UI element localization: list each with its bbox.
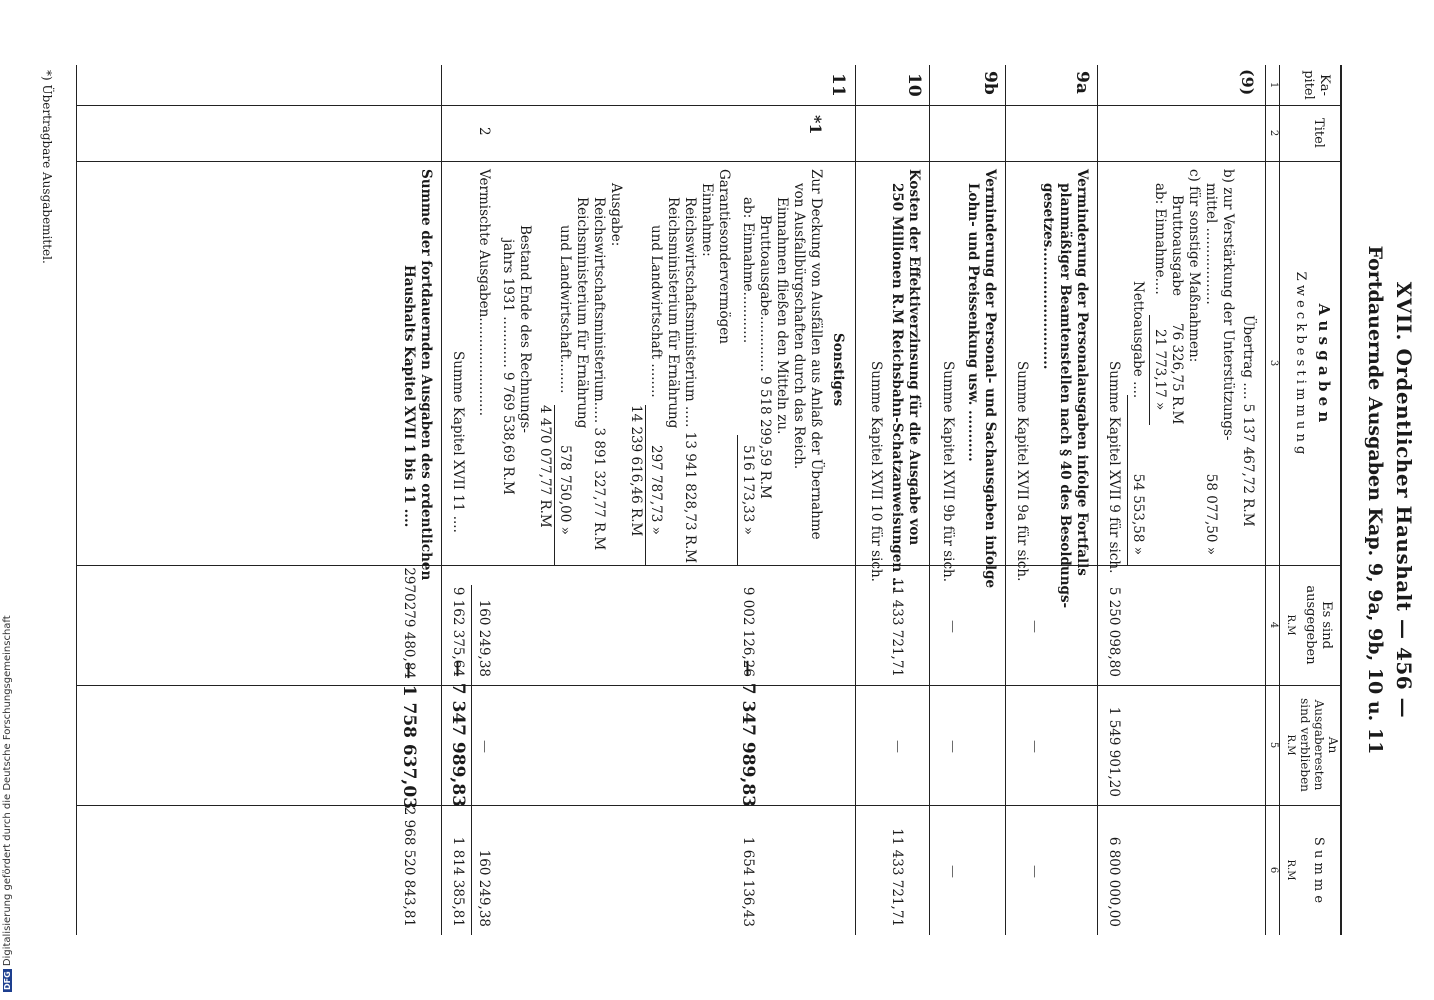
gar-rme-aus-2: und Landwirtschaft........ bbox=[557, 225, 573, 394]
kapitel-11: 11 bbox=[828, 73, 848, 97]
page-header-title: XVII. Ordentlicher Haushalt — 456 — bbox=[1392, 281, 1416, 719]
dash-t2-col5: — bbox=[477, 740, 492, 753]
underline-t1 bbox=[737, 435, 738, 565]
kapitel-9a: 9a bbox=[1072, 71, 1092, 94]
value-total-ausgegeben: 2970279 480,84 bbox=[401, 567, 417, 679]
kapitel-9b: 9b bbox=[980, 71, 1000, 95]
underline-9b bbox=[1127, 395, 1128, 565]
t1-brutto: Bruttoausgabe............. 9 518 299,59 R.M bbox=[757, 215, 773, 499]
heading-sonstiges: Sonstiges bbox=[830, 333, 846, 407]
item-b-label2: mittel .................. bbox=[1203, 183, 1219, 305]
text-9a-line3: gesetzes.......................... bbox=[1040, 183, 1056, 370]
colnum-4: 4 bbox=[1268, 621, 1279, 629]
unit-col4: R.M bbox=[1285, 614, 1296, 636]
digitization-notice: Digitalisierung gefördert durch die Deutsche Forschungsgemeinschaft bbox=[2, 615, 13, 967]
titel-1: *1 bbox=[806, 115, 825, 135]
item-c-label: c) für sonstige Maßnahmen: bbox=[1186, 169, 1202, 363]
gar-rwm-ein: Reichswirtschaftsministerium ..... 13 941 828,73 R.M bbox=[682, 197, 698, 564]
rule-after-11 bbox=[441, 65, 442, 935]
rule-after-9b bbox=[929, 65, 930, 935]
kapitel-10: 10 bbox=[904, 73, 924, 97]
text-9b-line2: Lohn- und Preissenkung usw. ........... bbox=[965, 183, 981, 462]
value-9-reste: 1 549 901,20 bbox=[1106, 706, 1122, 797]
gar-title: Garantiesondervermögen bbox=[716, 169, 732, 344]
value-t2-ausgegeben: 160 249,38 bbox=[476, 599, 492, 677]
colnum-6: 6 bbox=[1268, 866, 1279, 874]
dash-9a-col5: — bbox=[1027, 740, 1042, 753]
colnum-1: 1 bbox=[1268, 81, 1279, 89]
underline-gar-aus bbox=[554, 405, 555, 565]
col-divider-2 bbox=[76, 161, 1342, 162]
summe-kapitel-9: Summe Kapitel XVII 9 für sich. bbox=[1106, 361, 1122, 574]
gar-rme-aus-1: Reichsministerium für Ernährung bbox=[574, 197, 590, 429]
budget-table bbox=[76, 65, 1342, 935]
netto-amount: 54 553,58 » bbox=[1130, 473, 1146, 555]
dash-9b-col6: — bbox=[945, 865, 960, 878]
colnum-2: 2 bbox=[1268, 129, 1279, 137]
gar-bestand-2: jahrs 1931 ............ 9 769 538,69 R.M bbox=[500, 239, 516, 495]
text-10-line2: 250 Millionen R.M Reichsbahn-Schatzanweisungen ... bbox=[889, 183, 905, 592]
uebertrag-line: Übertrag .... 5 137 467,72 R.M bbox=[1240, 315, 1256, 527]
unit-col5: R.M bbox=[1285, 734, 1296, 756]
netto-label: Nettoausgabe .... bbox=[1130, 281, 1146, 399]
brutto-label: Bruttoausgabe bbox=[1169, 195, 1185, 297]
value-total-reste: — 1 758 637,03 bbox=[399, 661, 419, 809]
page-header-subtitle: Fortdauernde Ausgaben Kap. 9, 9a, 9b, 10 u. 11 bbox=[1364, 245, 1386, 755]
dash-9b-col4: — bbox=[945, 620, 960, 633]
value-t1-reste: — 7 347 989,83 bbox=[738, 659, 758, 807]
underline-9 bbox=[1149, 315, 1150, 425]
summe-kapitel-11: Summe Kapitel XVII 11 .... bbox=[450, 351, 466, 533]
value-9-ausgegeben: 5 250 098,80 bbox=[1106, 586, 1122, 677]
dash-9a-col6: — bbox=[1027, 865, 1042, 878]
dash-9a-col4: — bbox=[1027, 620, 1042, 633]
col-divider-5 bbox=[76, 805, 1342, 806]
gar-rme-aus-amount: 578 750,00 » bbox=[557, 445, 573, 535]
colnum-3: 3 bbox=[1268, 359, 1279, 367]
rule-after-9 bbox=[1097, 65, 1098, 935]
gar-rme-ein-amount: 297 787,73 » bbox=[648, 445, 664, 535]
dash-9b-col5: — bbox=[945, 740, 960, 753]
gar-bestand-1: Bestand Ende des Rechnungs- bbox=[517, 225, 533, 433]
summe-kapitel-10: Summe Kapitel XVII 10 für sich. bbox=[868, 361, 884, 582]
header-reste: An Ausgaberesten sind verblieben bbox=[1298, 698, 1340, 792]
header-kapitel: Ka- pitel bbox=[1301, 70, 1332, 100]
gar-rme-ein-1: Reichsministerium für Ernährung bbox=[665, 197, 681, 429]
text-9a-line2: planmäßiger Beamtenstellen nach § 40 des Besoldungs- bbox=[1057, 183, 1073, 609]
gar-ein-total: 14 239 616,46 R.M bbox=[628, 405, 644, 537]
value-t1-ausgegeben: 9 002 126,26 bbox=[740, 586, 756, 677]
text-9a-line1: Verminderung der Personalausgaben infolge Fortfalls bbox=[1074, 169, 1090, 576]
total-line2: Haushalts Kapitel XVII 1 bis 11 .... bbox=[401, 265, 417, 528]
value-9-summe: 6 800 000,00 bbox=[1106, 836, 1122, 927]
value-11-reste: — 7 347 989,83 bbox=[448, 659, 468, 807]
rule-after-9a bbox=[1005, 65, 1006, 935]
header-zweck: Z w e c k b e s t i m m u n g bbox=[1293, 271, 1308, 455]
gar-einnahme: Einnahme: bbox=[699, 183, 715, 257]
text-9b-line1: Verminderung der Personal- und Sachausgaben infolge bbox=[982, 169, 998, 589]
gar-rwm-aus: Reichswirtschaftsministerium..... 3 891 327,77 R.M bbox=[591, 197, 607, 551]
value-11-summe: 1 814 385,81 bbox=[450, 836, 466, 927]
underline-t2 bbox=[471, 585, 472, 935]
unit-col6: R.M bbox=[1285, 859, 1296, 881]
gar-aus-total: 4 470 077,77 R.M bbox=[537, 405, 553, 528]
header-ausgaben: A u s g a b e n bbox=[1315, 303, 1333, 423]
t1-ab-amount: 516 173,33 » bbox=[740, 445, 756, 535]
header-titel: Titel bbox=[1311, 118, 1326, 148]
ab-einnahme-amount: 21 773,17 » bbox=[1152, 329, 1168, 411]
item-b-label: b) zur Verstärkung der Unterstützungs- bbox=[1220, 169, 1236, 441]
summe-kapitel-9b: Summe Kapitel XVII 9b für sich. bbox=[940, 361, 956, 583]
kapitel-9: (9) bbox=[1238, 69, 1257, 96]
total-line1: Summe der fortdauernden Ausgaben des ordentlichen bbox=[418, 169, 434, 581]
col-divider-4 bbox=[76, 685, 1342, 686]
col-divider-3 bbox=[76, 565, 1342, 566]
underline-gar-ein bbox=[645, 405, 646, 565]
t2-label: Vermischte Ausgaben....................... bbox=[476, 169, 492, 417]
dash-10-col5: — bbox=[890, 740, 905, 753]
value-total-summe: 2 968 520 843,81 bbox=[401, 806, 417, 927]
brutto-amount: 76 326,75 R.M bbox=[1169, 323, 1185, 425]
value-t1-summe: 1 654 136,43 bbox=[740, 836, 756, 927]
value-t2-summe: 160 249,38 bbox=[476, 849, 492, 927]
item-b-amount: 58 077,50 » bbox=[1203, 473, 1219, 555]
t1-line3: Einnahmen fließen den Mitteln zu. bbox=[774, 197, 790, 435]
footnote: *) Übertragbare Ausgabemittel. bbox=[40, 70, 54, 264]
ab-einnahme-label: ab: Einnahme.... bbox=[1152, 183, 1168, 295]
t1-ab-label: ab: Einnahme............ bbox=[740, 197, 756, 344]
value-11-ausgegeben: 9 162 375,64 bbox=[450, 586, 466, 677]
t1-line1: Zur Deckung von Ausfällen aus Anlaß der Übernahme bbox=[808, 169, 824, 540]
header-summe: S u m m e bbox=[1311, 836, 1326, 904]
value-10-ausgegeben: 11 433 721,71 bbox=[889, 578, 905, 677]
summe-kapitel-9a: Summe Kapitel XVII 9a für sich. bbox=[1014, 361, 1030, 582]
value-10-summe: 11 433 721,71 bbox=[889, 828, 905, 927]
rule-after-10 bbox=[855, 65, 856, 935]
text-10-line1: Kosten der Effektiverzinsung für die Ausgabe von bbox=[906, 169, 922, 546]
titel-2: 2 bbox=[476, 127, 492, 136]
col-divider-1 bbox=[76, 105, 1342, 106]
gar-rme-ein-2: und Landwirtschaft ........ bbox=[648, 225, 664, 398]
gar-ausgabe: Ausgabe: bbox=[608, 183, 624, 247]
t1-line2: von Ausfallbürgschaften durch das Reich. bbox=[791, 183, 807, 470]
colnum-5: 5 bbox=[1268, 741, 1279, 749]
dfg-logo: DFG bbox=[3, 971, 12, 990]
header-ausgegeben: Es sind ausgegeben bbox=[1303, 585, 1334, 665]
